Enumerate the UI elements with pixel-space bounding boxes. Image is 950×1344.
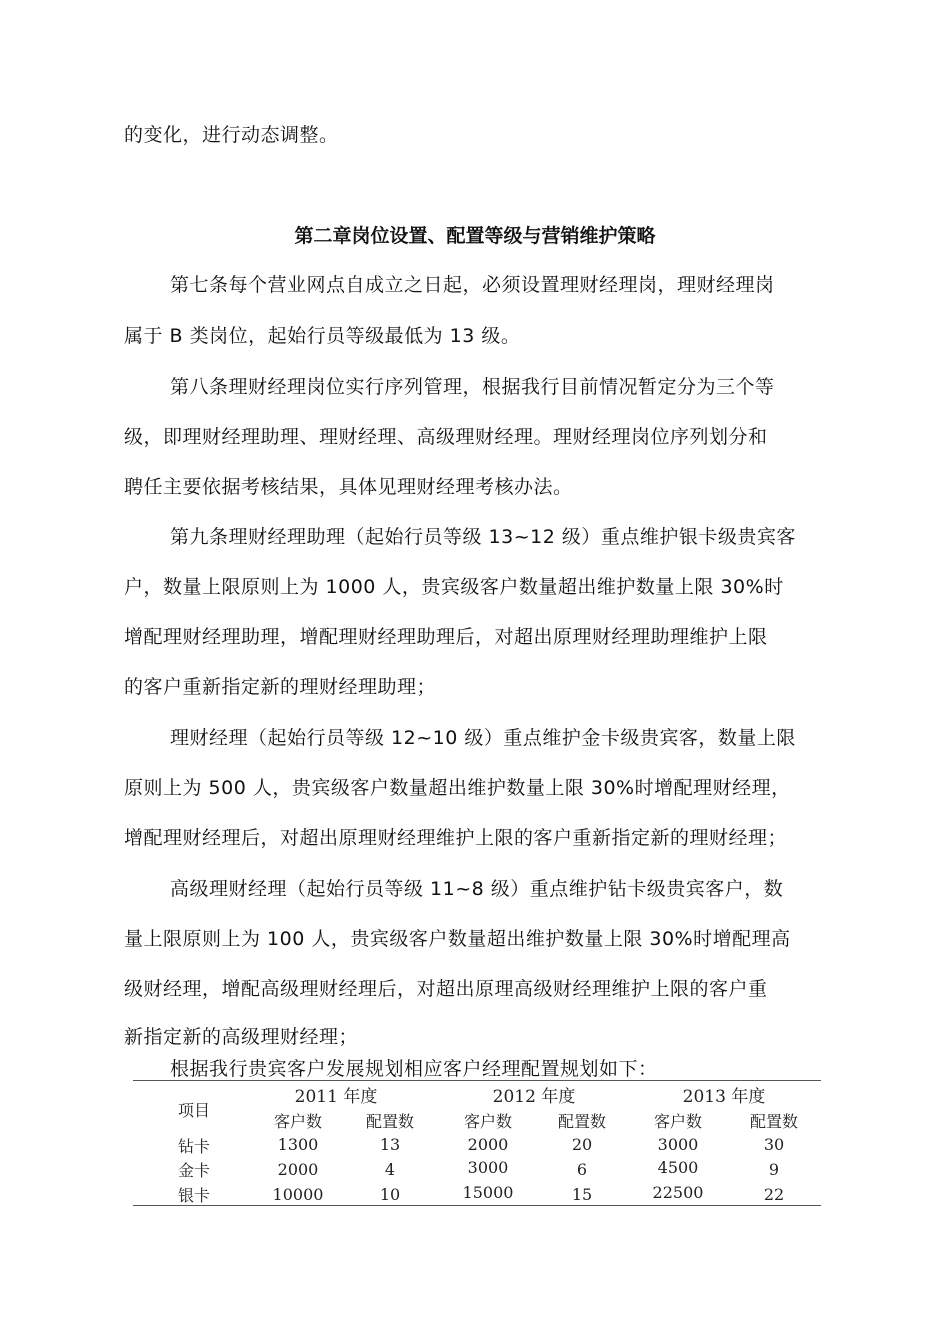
paragraph-line: 高级理财经理（起始行员等级 11~8 级）重点维护钻卡级贵宾客户，数 — [170, 878, 784, 900]
table-cell: 15 — [571, 1185, 593, 1204]
table-cell: 4500 — [657, 1158, 699, 1177]
table-cell: 13 — [379, 1135, 401, 1154]
table-row-label: 钻卡 — [177, 1137, 210, 1156]
table-subheader: 客户数 — [463, 1112, 512, 1131]
table-top-rule — [133, 1080, 821, 1081]
table-cell: 9 — [768, 1160, 780, 1179]
table-subheader: 配置数 — [557, 1112, 606, 1131]
paragraph-line: 新指定新的高级理财经理； — [124, 1026, 359, 1048]
table-cell: 2000 — [467, 1135, 509, 1154]
table-header-year: 2012 年度 — [492, 1087, 576, 1107]
paragraph-line: 聘任主要依据考核结果，具体见理财经理考核办法。 — [124, 476, 573, 498]
chapter-heading: 第二章岗位设置、配置等级与营销维护策略 — [294, 225, 656, 247]
table-subheader: 配置数 — [365, 1112, 414, 1131]
paragraph-line: 原则上为 500 人，贵宾级客户数量超出维护数量上限 30%时增配理财经理， — [124, 777, 791, 799]
table-cell: 2000 — [277, 1160, 319, 1179]
table-subheader: 配置数 — [749, 1112, 798, 1131]
table-cell: 1300 — [277, 1135, 319, 1154]
paragraph-line: 增配理财经理助理，增配理财经理助理后，对超出原理财经理助理维护上限 — [124, 626, 768, 648]
paragraph-line: 量上限原则上为 100 人，贵宾级客户数量超出维护数量上限 30%时增配理高 — [124, 928, 791, 950]
table-cell: 15000 — [462, 1183, 514, 1202]
table-cell: 3000 — [467, 1158, 509, 1177]
table-subheader: 客户数 — [653, 1112, 702, 1131]
table-cell: 22 — [763, 1185, 785, 1204]
paragraph-line: 理财经理（起始行员等级 12~10 级）重点维护金卡级贵宾客，数量上限 — [170, 727, 796, 749]
paragraph-line: 的变化，进行动态调整。 — [124, 124, 339, 146]
table-cell: 3000 — [657, 1135, 699, 1154]
table-header-year: 2011 年度 — [294, 1087, 378, 1107]
paragraph-line: 增配理财经理后，对超出原理财经理维护上限的客户重新指定新的理财经理； — [124, 827, 788, 849]
paragraph-line: 的客户重新指定新的理财经理助理； — [124, 676, 437, 698]
table-row-label: 银卡 — [177, 1186, 210, 1205]
table-subheader: 客户数 — [273, 1112, 322, 1131]
paragraph-line: 户，数量上限原则上为 1000 人，贵宾级客户数量超出维护数量上限 30%时 — [124, 576, 784, 598]
table-cell: 30 — [763, 1135, 785, 1154]
table-row-label: 金卡 — [177, 1161, 210, 1180]
table-cell: 4 — [384, 1160, 396, 1179]
paragraph-line: 第七条每个营业网点自成立之日起，必须设置理财经理岗，理财经理岗 — [170, 274, 775, 296]
paragraph-line: 属于 B 类岗位，起始行员等级最低为 13 级。 — [124, 325, 521, 347]
table-cell: 6 — [576, 1160, 588, 1179]
table-header-item: 项目 — [177, 1101, 210, 1120]
table-cell: 22500 — [652, 1183, 704, 1202]
paragraph-line: 级财经理，增配高级理财经理后，对超出原理高级财经理维护上限的客户重 — [124, 978, 768, 1000]
table-header-year: 2013 年度 — [682, 1087, 766, 1107]
paragraph-line: 第八条理财经理岗位实行序列管理，根据我行目前情况暂定分为三个等 — [170, 376, 775, 398]
table-cell: 10000 — [272, 1185, 324, 1204]
table-caption: 根据我行贵宾客户发展规划相应客户经理配置规划如下： — [170, 1058, 658, 1080]
paragraph-line: 第九条理财经理助理（起始行员等级 13~12 级）重点维护银卡级贵宾客 — [170, 526, 796, 548]
paragraph-line: 级，即理财经理助理、理财经理、高级理财经理。理财经理岗位序列划分和 — [124, 426, 768, 448]
table-cell: 20 — [571, 1135, 593, 1154]
table-cell: 10 — [379, 1185, 401, 1204]
